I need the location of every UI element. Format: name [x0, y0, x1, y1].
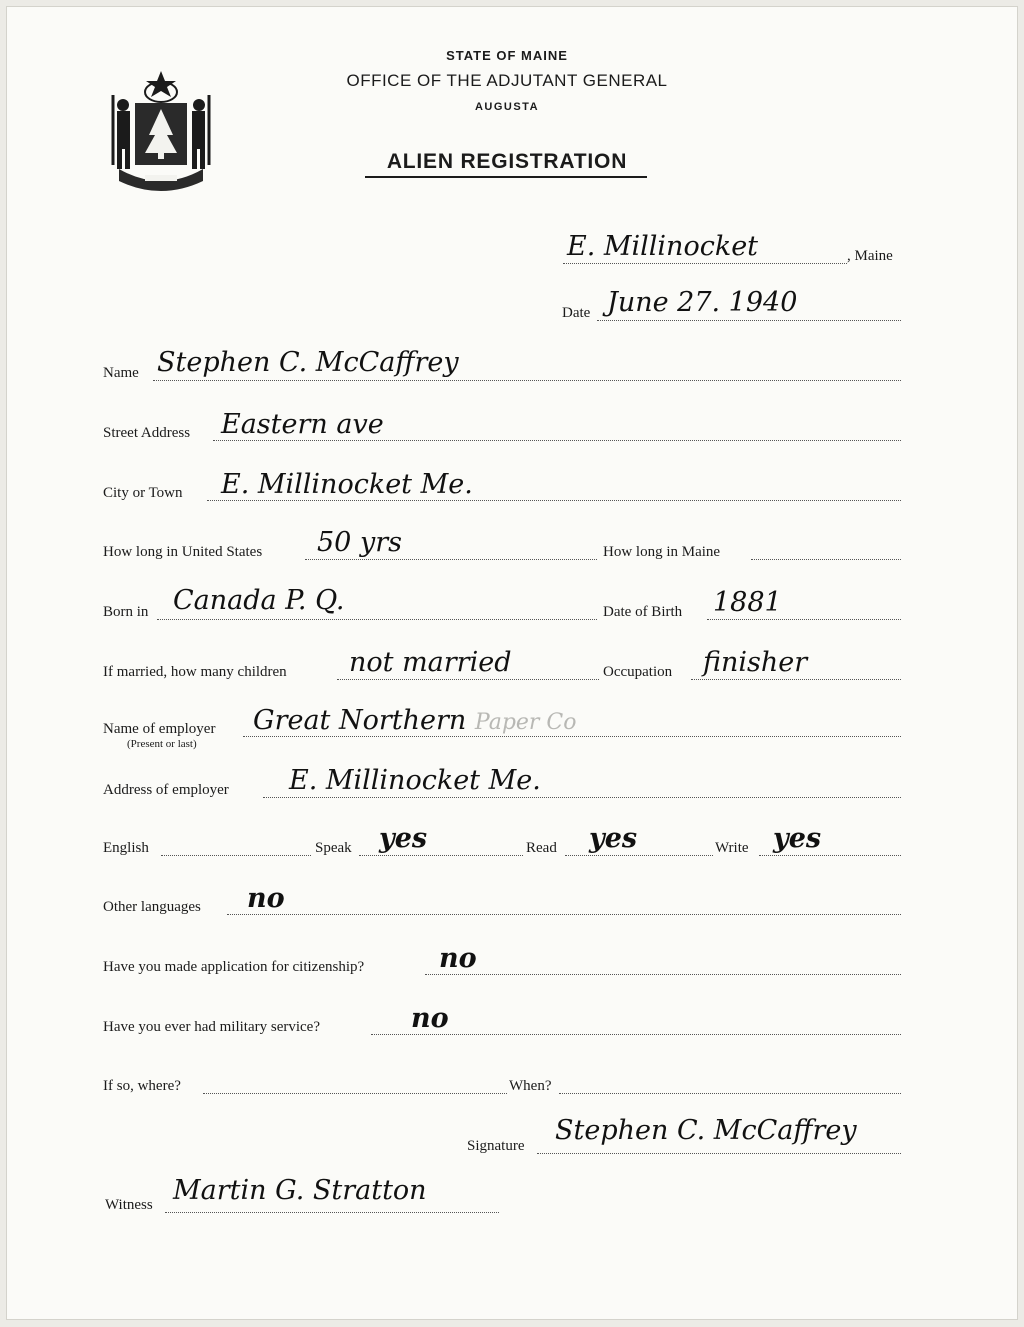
street-value: Eastern ave [221, 409, 384, 440]
when-label: When? [509, 1078, 552, 1094]
citizenship-label: Have you made application for citizenship? [103, 959, 365, 975]
witness-label: Witness [105, 1197, 153, 1213]
state-heading: STATE OF MAINE [446, 48, 568, 63]
english-label: English [103, 840, 149, 856]
english-line [161, 855, 311, 856]
occupation-value: finisher [703, 647, 808, 678]
speak-line [359, 855, 523, 856]
town-field-line [563, 263, 847, 264]
military-line [371, 1034, 901, 1035]
other-languages-line [227, 914, 901, 915]
date-value: June 27. 1940 [607, 287, 798, 318]
title-underline [365, 176, 647, 178]
how-long-maine-label: How long in Maine [603, 544, 721, 560]
how-long-us-line [305, 559, 597, 560]
signature-value: Stephen C. McCaffrey [555, 1115, 857, 1146]
write-label: Write [715, 840, 749, 856]
state-seal-icon [105, 65, 217, 193]
how-long-us-value: 50 yrs [317, 527, 402, 558]
children-label: If married, how many children [103, 664, 287, 680]
date-of-birth-line [707, 619, 901, 620]
speak-label: Speak [315, 840, 352, 856]
where-line [203, 1093, 507, 1094]
date-of-birth-value: 1881 [713, 587, 782, 618]
city-value: E. Millinocket Me. [221, 469, 473, 500]
read-label: Read [526, 840, 557, 856]
city-heading: AUGUSTA [474, 101, 540, 113]
military-value: no [411, 1003, 449, 1034]
children-value: not married [349, 647, 512, 678]
date-label: Date [562, 305, 591, 321]
children-line [337, 679, 599, 680]
employer-line [243, 736, 901, 737]
occupation-label: Occupation [603, 664, 673, 680]
other-languages-label: Other languages [103, 899, 201, 915]
name-label: Name [103, 365, 139, 381]
read-line [565, 855, 713, 856]
employer-address-value: E. Millinocket Me. [289, 765, 541, 796]
signature-label: Signature [467, 1138, 525, 1154]
citizenship-value: no [439, 943, 477, 974]
city-label: City or Town [103, 485, 183, 501]
employer-sublabel: (Present or last) [127, 738, 197, 750]
witness-line [165, 1212, 499, 1213]
street-label: Street Address [103, 425, 191, 441]
employer-value [253, 705, 577, 736]
date-field-line [597, 320, 901, 321]
town-value: E. Millinocket [567, 231, 759, 262]
where-label: If so, where? [103, 1078, 181, 1094]
occupation-line [691, 679, 901, 680]
employer-label: Name of employer [103, 721, 216, 737]
name-field-line [153, 380, 901, 381]
city-field-line [207, 500, 901, 501]
signature-line [537, 1153, 901, 1154]
citizenship-line [425, 974, 901, 975]
write-value: yes [773, 823, 822, 854]
employer-name-faint: Paper Co [474, 710, 577, 735]
registration-form [6, 6, 1018, 1320]
born-in-label: Born in [103, 604, 149, 620]
write-line [759, 855, 901, 856]
employer-address-label: Address of employer [103, 782, 229, 798]
read-value: yes [589, 823, 638, 854]
speak-value: yes [379, 823, 428, 854]
how-long-maine-line [751, 559, 901, 560]
how-long-us-label: How long in United States [103, 544, 263, 560]
maine-label: , Maine [847, 248, 893, 264]
name-value: Stephen C. McCaffrey [157, 347, 459, 378]
street-field-line [213, 440, 901, 441]
employer-name-main: Great Northern [253, 705, 467, 736]
form-title: ALIEN REGISTRATION [386, 150, 628, 173]
born-in-line [157, 619, 597, 620]
employer-address-line [263, 797, 901, 798]
when-line [559, 1093, 901, 1094]
born-in-value: Canada P. Q. [173, 585, 345, 616]
date-of-birth-label: Date of Birth [603, 604, 683, 620]
other-languages-value: no [247, 883, 285, 914]
witness-value: Martin G. Stratton [173, 1175, 427, 1206]
office-heading: OFFICE OF THE ADJUTANT GENERAL [346, 71, 668, 90]
military-label: Have you ever had military service? [103, 1019, 320, 1035]
